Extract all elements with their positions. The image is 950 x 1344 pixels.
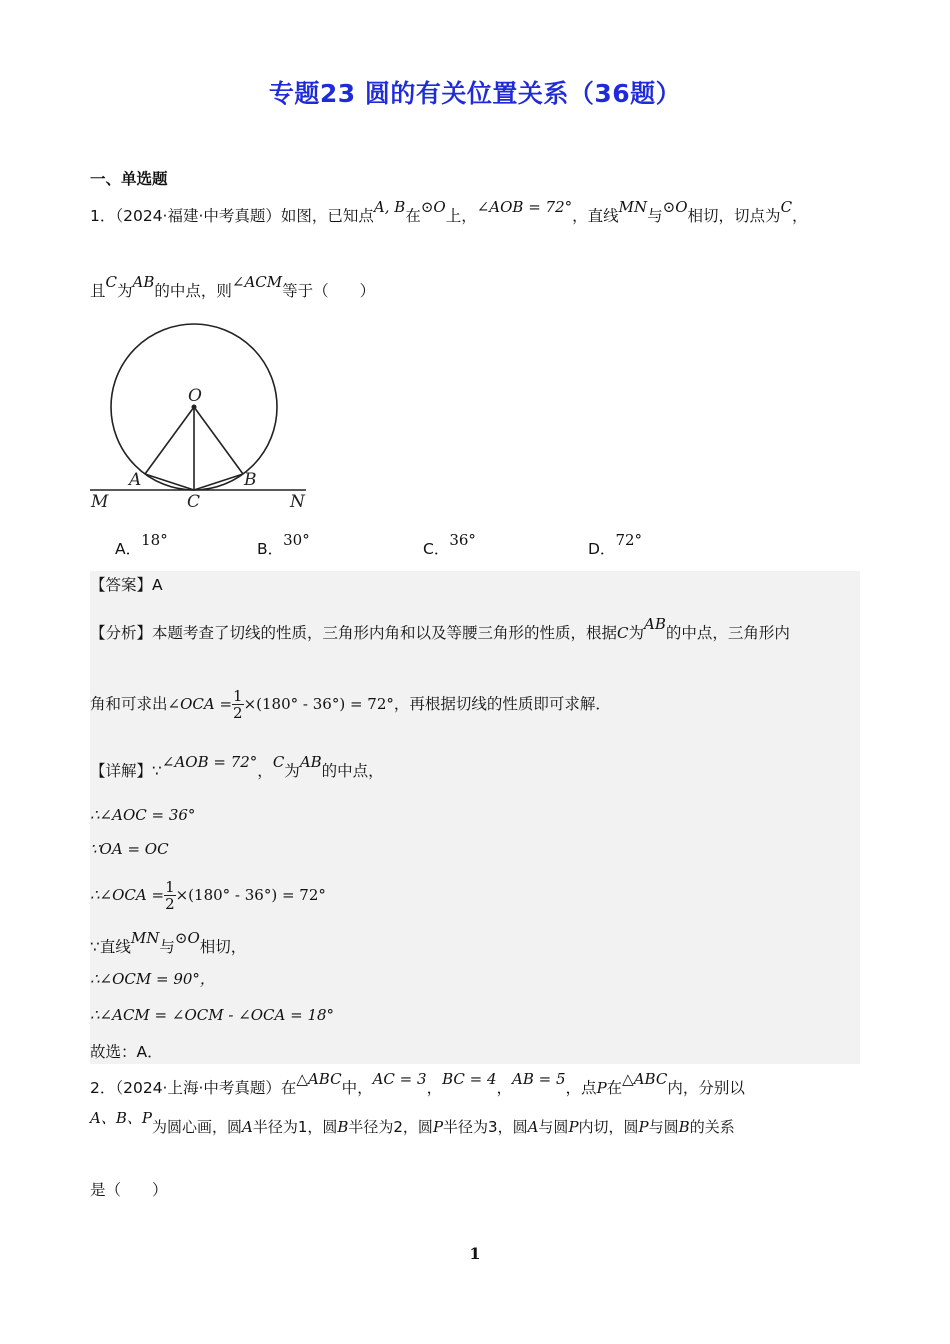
q1-points: A, B (373, 198, 406, 216)
q2-text: 与圆 (648, 1118, 679, 1136)
q1-prefix: 1．（2024·福建·中考真题）如图，已知点 (90, 207, 374, 225)
step-3-fraction (164, 879, 176, 912)
option-value: 36° (449, 531, 476, 549)
q1-circle: ⊙O (420, 198, 446, 216)
q2-text: 在 (606, 1079, 623, 1097)
option-b[interactable] (257, 531, 310, 560)
q2-circle-b: B (678, 1118, 690, 1136)
analysis-text: 的中点，三角形内 (665, 624, 790, 642)
page-number: 1 (469, 1244, 481, 1263)
q2-circle-a: A (241, 1118, 253, 1136)
analysis-expression: ×(180° - 36°) = 72° (243, 695, 394, 713)
q1-point-c: C (780, 198, 793, 216)
q2-text: 半径为1，圆 (252, 1118, 338, 1136)
q2-line3: 是（ ） (90, 1181, 168, 1199)
analysis-text: 角和可求出 (90, 695, 168, 713)
analysis-angle: ∠OCA = (167, 695, 233, 713)
q2-text: 半径为2，圆 (348, 1118, 433, 1136)
q1-angle-acm: ∠ACM (231, 273, 283, 291)
q2-ab: AB = 5 (512, 1070, 566, 1088)
q1-line2 (90, 273, 376, 302)
q2-circle-p: P (568, 1118, 579, 1136)
q1-point-c: C (105, 273, 117, 291)
q1-text: ，直线 (572, 207, 619, 225)
detail-point-c: C (272, 753, 285, 771)
segment-bc (194, 474, 243, 490)
detail-text: 的中点， (321, 762, 384, 780)
q1-text: 相切，切点为 (687, 207, 781, 225)
q1-circle: ⊙O (662, 198, 688, 216)
label-n: N (290, 492, 305, 512)
q1-line-mn: MN (618, 198, 648, 216)
q2-ac: AC = 3 (372, 1070, 427, 1088)
label-c: C (187, 492, 201, 512)
step-2: ∵OA = OC (90, 840, 169, 858)
detail-line (90, 753, 384, 782)
option-label: B． (257, 540, 284, 558)
q2-text: 半径为3，圆 (443, 1118, 528, 1136)
step-3 (90, 875, 326, 915)
detail-arc: AB (299, 753, 322, 771)
q2-text: 为圆心画，圆 (151, 1118, 242, 1136)
q1-text: 上， (445, 207, 477, 225)
step-6: ∴∠ACM = ∠OCM - ∠OCA = 18° (90, 1006, 335, 1024)
step-1: ∴∠AOC = 36° (90, 806, 196, 824)
option-value: 30° (283, 531, 310, 549)
detail-text: ， (257, 762, 273, 780)
fraction-denominator: 2 (233, 704, 243, 722)
solution-box (90, 571, 860, 1064)
q2-bc: BC = 4 (442, 1070, 497, 1088)
step-4-text: 与 (159, 938, 175, 956)
analysis-line2 (90, 684, 611, 724)
q1-text: ， (792, 207, 808, 225)
fraction-numerator: 1 (165, 878, 175, 896)
analysis-point-c: C (617, 624, 629, 642)
step-4 (90, 929, 247, 958)
q1-text: 与 (647, 207, 663, 225)
option-label: D． (588, 540, 616, 558)
segment-oa (145, 407, 194, 474)
detail-text: 为 (284, 762, 300, 780)
step-3-lhs: ∴∠OCA = (90, 886, 165, 904)
detail-text: 【详解】∵ (90, 762, 162, 780)
analysis-text: ，再根据切线的性质即可求解． (393, 695, 611, 713)
option-a[interactable] (115, 531, 168, 560)
q2-circle-p: P (638, 1118, 649, 1136)
step-3-rhs: ×(180° - 36°) = 72° (175, 886, 326, 904)
q2-triangle: △ABC (296, 1070, 342, 1088)
step-4-line-mn: MN (130, 929, 160, 947)
segment-ob (194, 407, 243, 474)
q2-text: 的关系 (689, 1118, 735, 1136)
analysis-arc: AB (644, 615, 666, 633)
q2-text: 内，分别以 (667, 1079, 745, 1097)
option-d[interactable] (588, 531, 643, 560)
step-4-text: ∵直线 (90, 938, 131, 956)
q1-arc-ab: AB (132, 273, 155, 291)
q2-line2 (90, 1109, 735, 1138)
label-o: O (188, 386, 202, 406)
option-label: C． (423, 540, 450, 558)
option-value: 72° (615, 531, 643, 549)
analysis-fraction (232, 688, 244, 721)
q1-geometry-figure (88, 322, 318, 517)
detail-angle: ∠AOB = 72° (161, 753, 258, 771)
page-title: 专题23 圆的有关位置关系（36题） (268, 79, 682, 108)
q2-circle-p: P (432, 1118, 444, 1136)
q1-text: 在 (405, 207, 421, 225)
q2-triangle: △ABC (622, 1070, 668, 1088)
q2-line1: 2．（2024·上海·中考真题）在△ABC中，AC = 3，BC = 4，AB = 5，点P在△ABC内，分别以 (90, 1070, 745, 1097)
analysis-text: 【分析】本题考查了切线的性质，三角形内角和以及等腰三角形的性质，根据 (90, 624, 618, 642)
analysis-line1 (90, 615, 790, 644)
option-value: 18° (141, 531, 168, 549)
step-4-text: 相切， (199, 938, 247, 956)
q2-circle-b: B (337, 1118, 349, 1136)
q1-angle: ∠AOB = 72° (476, 198, 573, 216)
q2-points: A、B、P (90, 1109, 152, 1127)
q2-text: 2．（2024·上海·中考真题）在 (90, 1079, 297, 1097)
step-5: ∴∠OCM = 90°， (90, 970, 215, 988)
choice-line: 故选：A． (90, 1043, 163, 1061)
q2-text: 中， (341, 1079, 373, 1097)
answer-line: 【答案】A (90, 576, 163, 594)
q2-text: ，点 (565, 1079, 597, 1097)
label-a: A (129, 470, 142, 490)
q1-text: 等于（ ） (282, 282, 376, 300)
q2-point-p: P (596, 1079, 607, 1097)
q2-text: 内切，圆 (578, 1118, 639, 1136)
option-label: A． (115, 540, 142, 558)
label-m: M (91, 492, 109, 512)
label-b: B (244, 470, 257, 490)
q2-circle-a: A (527, 1118, 539, 1136)
q1-text: 为 (117, 282, 133, 300)
step-4-circle: ⊙O (174, 929, 200, 947)
section-heading: 一、单选题 (90, 170, 168, 188)
q1-text: 的中点，则 (154, 282, 232, 300)
analysis-text: 为 (628, 624, 645, 642)
q1-text: 且 (90, 282, 106, 300)
segment-ac (145, 474, 194, 490)
fraction-numerator: 1 (233, 687, 243, 705)
option-c[interactable] (423, 531, 476, 560)
fraction-denominator: 2 (165, 895, 175, 913)
q1-line1 (90, 198, 808, 227)
q2-text: 与圆 (538, 1118, 569, 1136)
